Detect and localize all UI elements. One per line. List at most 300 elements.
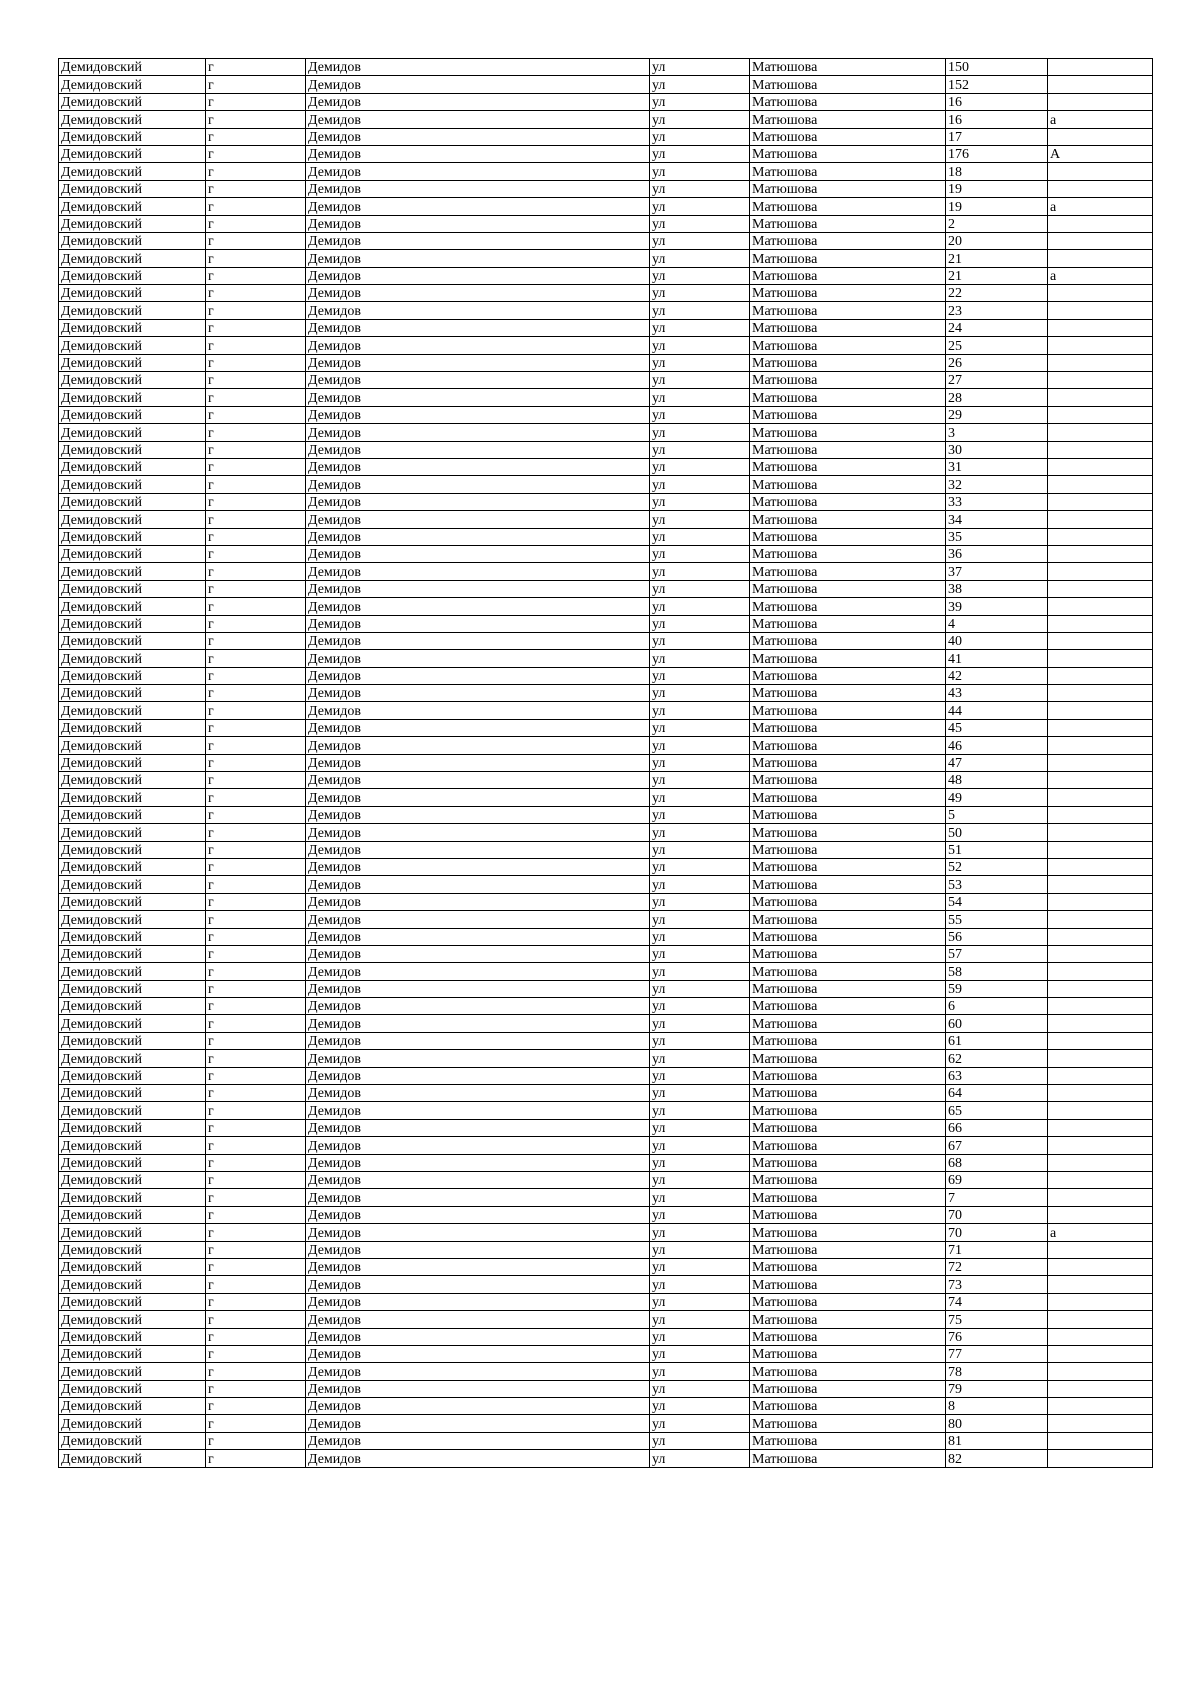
- house-number-cell: 34: [946, 511, 1048, 528]
- house-number-cell: 44: [946, 702, 1048, 719]
- table-row: [59, 911, 1153, 928]
- city-type-cell: г: [206, 528, 306, 545]
- city-cell: Демидов: [306, 1241, 650, 1258]
- city-cell: Демидов: [306, 1293, 650, 1310]
- street-cell: Матюшова: [750, 59, 946, 76]
- city-cell: Демидов: [306, 1345, 650, 1362]
- house-letter-cell: [1048, 563, 1153, 580]
- street-type-cell: ул: [650, 319, 750, 336]
- street-type-cell: ул: [650, 737, 750, 754]
- city-cell: Демидов: [306, 1032, 650, 1049]
- city-cell: Демидов: [306, 876, 650, 893]
- table-row: [59, 319, 1153, 336]
- house-number-cell: 32: [946, 476, 1048, 493]
- house-letter-cell: [1048, 215, 1153, 232]
- table-row: [59, 1224, 1153, 1241]
- street-type-cell: ул: [650, 93, 750, 110]
- house-number-cell: 52: [946, 858, 1048, 875]
- table-row: [59, 302, 1153, 319]
- city-type-cell: г: [206, 93, 306, 110]
- street-cell: Матюшова: [750, 1293, 946, 1310]
- city-type-cell: г: [206, 372, 306, 389]
- district-cell: Демидовский: [59, 528, 206, 545]
- street-type-cell: ул: [650, 858, 750, 875]
- city-type-cell: г: [206, 1102, 306, 1119]
- house-number-cell: 5: [946, 806, 1048, 823]
- street-type-cell: ул: [650, 580, 750, 597]
- table-row: [59, 858, 1153, 875]
- city-cell: Демидов: [306, 702, 650, 719]
- street-cell: Матюшова: [750, 1380, 946, 1397]
- house-number-cell: 73: [946, 1276, 1048, 1293]
- district-cell: Демидовский: [59, 1154, 206, 1171]
- city-cell: Демидов: [306, 1119, 650, 1136]
- house-letter-cell: [1048, 1154, 1153, 1171]
- city-cell: Демидов: [306, 76, 650, 93]
- city-cell: Демидов: [306, 911, 650, 928]
- street-type-cell: ул: [650, 893, 750, 910]
- table-row: [59, 476, 1153, 493]
- house-letter-cell: [1048, 180, 1153, 197]
- city-cell: Демидов: [306, 389, 650, 406]
- house-letter-cell: [1048, 441, 1153, 458]
- city-cell: Демидов: [306, 1137, 650, 1154]
- house-letter-cell: [1048, 1137, 1153, 1154]
- district-cell: Демидовский: [59, 667, 206, 684]
- street-cell: Матюшова: [750, 876, 946, 893]
- house-number-cell: 78: [946, 1363, 1048, 1380]
- street-type-cell: ул: [650, 1050, 750, 1067]
- district-cell: Демидовский: [59, 180, 206, 197]
- house-number-cell: 38: [946, 580, 1048, 597]
- street-cell: Матюшова: [750, 702, 946, 719]
- city-cell: Демидов: [306, 1276, 650, 1293]
- house-number-cell: 40: [946, 632, 1048, 649]
- city-type-cell: г: [206, 1241, 306, 1258]
- city-type-cell: г: [206, 267, 306, 284]
- city-cell: Демидов: [306, 511, 650, 528]
- district-cell: Демидовский: [59, 841, 206, 858]
- house-number-cell: 60: [946, 1015, 1048, 1032]
- house-number-cell: 76: [946, 1328, 1048, 1345]
- city-cell: Демидов: [306, 719, 650, 736]
- house-number-cell: 33: [946, 493, 1048, 510]
- house-number-cell: 66: [946, 1119, 1048, 1136]
- street-type-cell: ул: [650, 267, 750, 284]
- street-type-cell: ул: [650, 1450, 750, 1467]
- street-type-cell: ул: [650, 615, 750, 632]
- city-cell: Демидов: [306, 667, 650, 684]
- street-cell: Матюшова: [750, 1102, 946, 1119]
- city-type-cell: г: [206, 702, 306, 719]
- district-cell: Демидовский: [59, 1067, 206, 1084]
- city-type-cell: г: [206, 406, 306, 423]
- house-letter-cell: [1048, 685, 1153, 702]
- house-number-cell: 16: [946, 93, 1048, 110]
- house-number-cell: 21: [946, 250, 1048, 267]
- street-cell: Матюшова: [750, 1258, 946, 1275]
- house-letter-cell: [1048, 354, 1153, 371]
- city-type-cell: г: [206, 615, 306, 632]
- city-type-cell: г: [206, 824, 306, 841]
- city-cell: Демидов: [306, 1398, 650, 1415]
- house-number-cell: 27: [946, 372, 1048, 389]
- house-number-cell: 3: [946, 424, 1048, 441]
- table-row: [59, 1311, 1153, 1328]
- city-cell: Демидов: [306, 1432, 650, 1449]
- city-type-cell: г: [206, 1363, 306, 1380]
- house-number-cell: 29: [946, 406, 1048, 423]
- house-number-cell: 46: [946, 737, 1048, 754]
- street-cell: Матюшова: [750, 945, 946, 962]
- district-cell: Демидовский: [59, 789, 206, 806]
- street-type-cell: ул: [650, 1119, 750, 1136]
- table-row: [59, 145, 1153, 162]
- street-type-cell: ул: [650, 928, 750, 945]
- house-number-cell: 150: [946, 59, 1048, 76]
- house-number-cell: 2: [946, 215, 1048, 232]
- city-type-cell: г: [206, 1206, 306, 1223]
- house-letter-cell: А: [1048, 145, 1153, 162]
- city-type-cell: г: [206, 302, 306, 319]
- street-type-cell: ул: [650, 1293, 750, 1310]
- house-number-cell: 21: [946, 267, 1048, 284]
- street-type-cell: ул: [650, 719, 750, 736]
- street-type-cell: ул: [650, 980, 750, 997]
- street-cell: Матюшова: [750, 1154, 946, 1171]
- house-number-cell: 56: [946, 928, 1048, 945]
- city-cell: Демидов: [306, 319, 650, 336]
- table-row: [59, 1328, 1153, 1345]
- house-number-cell: 74: [946, 1293, 1048, 1310]
- district-cell: Демидовский: [59, 1276, 206, 1293]
- house-letter-cell: [1048, 911, 1153, 928]
- street-cell: Матюшова: [750, 337, 946, 354]
- house-number-cell: 63: [946, 1067, 1048, 1084]
- city-type-cell: г: [206, 215, 306, 232]
- street-type-cell: ул: [650, 1328, 750, 1345]
- district-cell: Демидовский: [59, 93, 206, 110]
- street-cell: Матюшова: [750, 180, 946, 197]
- city-cell: Демидов: [306, 858, 650, 875]
- city-cell: Демидов: [306, 1328, 650, 1345]
- house-letter-cell: [1048, 1293, 1153, 1310]
- street-cell: Матюшова: [750, 772, 946, 789]
- street-type-cell: ул: [650, 1363, 750, 1380]
- city-type-cell: г: [206, 563, 306, 580]
- city-cell: Демидов: [306, 441, 650, 458]
- street-cell: Матюшова: [750, 493, 946, 510]
- city-cell: Демидов: [306, 685, 650, 702]
- house-number-cell: 19: [946, 198, 1048, 215]
- city-cell: Демидов: [306, 1415, 650, 1432]
- city-type-cell: г: [206, 1015, 306, 1032]
- city-type-cell: г: [206, 719, 306, 736]
- street-cell: Матюшова: [750, 893, 946, 910]
- table-row: [59, 1154, 1153, 1171]
- house-number-cell: 55: [946, 911, 1048, 928]
- house-letter-cell: [1048, 754, 1153, 771]
- table-row: [59, 372, 1153, 389]
- city-type-cell: г: [206, 1432, 306, 1449]
- house-letter-cell: [1048, 59, 1153, 76]
- district-cell: Демидовский: [59, 1119, 206, 1136]
- house-letter-cell: [1048, 1432, 1153, 1449]
- city-type-cell: г: [206, 59, 306, 76]
- table-row: [59, 354, 1153, 371]
- house-number-cell: 24: [946, 319, 1048, 336]
- street-cell: Матюшова: [750, 511, 946, 528]
- district-cell: Демидовский: [59, 302, 206, 319]
- city-type-cell: г: [206, 893, 306, 910]
- house-number-cell: 51: [946, 841, 1048, 858]
- city-type-cell: г: [206, 1137, 306, 1154]
- street-type-cell: ул: [650, 111, 750, 128]
- city-cell: Демидов: [306, 998, 650, 1015]
- house-number-cell: 31: [946, 458, 1048, 475]
- street-cell: Матюшова: [750, 145, 946, 162]
- house-number-cell: 75: [946, 1311, 1048, 1328]
- city-cell: Демидов: [306, 580, 650, 597]
- street-cell: Матюшова: [750, 980, 946, 997]
- table-row: [59, 789, 1153, 806]
- city-type-cell: г: [206, 354, 306, 371]
- street-type-cell: ул: [650, 1137, 750, 1154]
- district-cell: Демидовский: [59, 424, 206, 441]
- house-letter-cell: [1048, 302, 1153, 319]
- street-type-cell: ул: [650, 1032, 750, 1049]
- district-cell: Демидовский: [59, 858, 206, 875]
- district-cell: Демидовский: [59, 1415, 206, 1432]
- city-type-cell: г: [206, 1119, 306, 1136]
- street-cell: Матюшова: [750, 858, 946, 875]
- city-type-cell: г: [206, 232, 306, 249]
- street-type-cell: ул: [650, 1206, 750, 1223]
- district-cell: Демидовский: [59, 285, 206, 302]
- district-cell: Демидовский: [59, 685, 206, 702]
- house-letter-cell: [1048, 789, 1153, 806]
- street-type-cell: ул: [650, 945, 750, 962]
- street-cell: Матюшова: [750, 111, 946, 128]
- city-cell: Демидов: [306, 893, 650, 910]
- street-type-cell: ул: [650, 389, 750, 406]
- table-row: [59, 1293, 1153, 1310]
- district-cell: Демидовский: [59, 632, 206, 649]
- table-row: [59, 998, 1153, 1015]
- house-number-cell: 72: [946, 1258, 1048, 1275]
- district-cell: Демидовский: [59, 163, 206, 180]
- table-row: [59, 1050, 1153, 1067]
- street-cell: Матюшова: [750, 267, 946, 284]
- street-type-cell: ул: [650, 476, 750, 493]
- house-number-cell: 37: [946, 563, 1048, 580]
- table-row: [59, 1067, 1153, 1084]
- district-cell: Демидовский: [59, 198, 206, 215]
- city-type-cell: г: [206, 1085, 306, 1102]
- street-type-cell: ул: [650, 59, 750, 76]
- city-cell: Демидов: [306, 963, 650, 980]
- city-cell: Демидов: [306, 945, 650, 962]
- house-letter-cell: [1048, 93, 1153, 110]
- table-row: [59, 215, 1153, 232]
- city-type-cell: г: [206, 858, 306, 875]
- district-cell: Демидовский: [59, 1015, 206, 1032]
- house-number-cell: 57: [946, 945, 1048, 962]
- city-type-cell: г: [206, 1415, 306, 1432]
- city-type-cell: г: [206, 389, 306, 406]
- street-cell: Матюшова: [750, 1085, 946, 1102]
- district-cell: Демидовский: [59, 1432, 206, 1449]
- street-type-cell: ул: [650, 841, 750, 858]
- city-cell: Демидов: [306, 545, 650, 562]
- table-row: [59, 389, 1153, 406]
- street-type-cell: ул: [650, 1345, 750, 1362]
- city-cell: Демидов: [306, 528, 650, 545]
- city-cell: Демидов: [306, 1102, 650, 1119]
- table-row: [59, 198, 1153, 215]
- city-type-cell: г: [206, 945, 306, 962]
- street-type-cell: ул: [650, 598, 750, 615]
- street-cell: Матюшова: [750, 215, 946, 232]
- house-letter-cell: [1048, 893, 1153, 910]
- street-type-cell: ул: [650, 998, 750, 1015]
- house-letter-cell: [1048, 424, 1153, 441]
- city-type-cell: г: [206, 128, 306, 145]
- table-row: [59, 337, 1153, 354]
- city-cell: Демидов: [306, 128, 650, 145]
- city-type-cell: г: [206, 441, 306, 458]
- street-type-cell: ул: [650, 180, 750, 197]
- house-letter-cell: [1048, 928, 1153, 945]
- city-cell: Демидов: [306, 806, 650, 823]
- district-cell: Демидовский: [59, 545, 206, 562]
- city-cell: Демидов: [306, 354, 650, 371]
- district-cell: Демидовский: [59, 232, 206, 249]
- house-letter-cell: [1048, 528, 1153, 545]
- city-type-cell: г: [206, 632, 306, 649]
- city-type-cell: г: [206, 111, 306, 128]
- city-cell: Демидов: [306, 302, 650, 319]
- house-number-cell: 7: [946, 1189, 1048, 1206]
- street-type-cell: ул: [650, 372, 750, 389]
- house-letter-cell: [1048, 458, 1153, 475]
- city-type-cell: г: [206, 285, 306, 302]
- district-cell: Демидовский: [59, 980, 206, 997]
- district-cell: Демидовский: [59, 406, 206, 423]
- house-letter-cell: [1048, 980, 1153, 997]
- address-table: [58, 58, 1153, 1468]
- table-row: [59, 737, 1153, 754]
- street-type-cell: ул: [650, 1380, 750, 1397]
- street-cell: Матюшова: [750, 615, 946, 632]
- street-cell: Матюшова: [750, 1450, 946, 1467]
- street-type-cell: ул: [650, 302, 750, 319]
- house-number-cell: 50: [946, 824, 1048, 841]
- city-cell: Демидов: [306, 824, 650, 841]
- city-cell: Демидов: [306, 615, 650, 632]
- district-cell: Демидовский: [59, 250, 206, 267]
- district-cell: Демидовский: [59, 824, 206, 841]
- table-row: [59, 980, 1153, 997]
- table-row: [59, 1015, 1153, 1032]
- city-cell: Демидов: [306, 406, 650, 423]
- street-cell: Матюшова: [750, 476, 946, 493]
- table-row: [59, 406, 1153, 423]
- street-cell: Матюшова: [750, 1015, 946, 1032]
- house-letter-cell: [1048, 406, 1153, 423]
- city-type-cell: г: [206, 667, 306, 684]
- house-letter-cell: [1048, 737, 1153, 754]
- city-type-cell: г: [206, 963, 306, 980]
- table-row: [59, 598, 1153, 615]
- house-number-cell: 20: [946, 232, 1048, 249]
- table-row: [59, 1085, 1153, 1102]
- street-type-cell: ул: [650, 441, 750, 458]
- city-cell: Демидов: [306, 372, 650, 389]
- house-number-cell: 39: [946, 598, 1048, 615]
- city-type-cell: г: [206, 250, 306, 267]
- house-number-cell: 64: [946, 1085, 1048, 1102]
- district-cell: Демидовский: [59, 806, 206, 823]
- table-row: [59, 806, 1153, 823]
- street-type-cell: ул: [650, 337, 750, 354]
- street-cell: Матюшова: [750, 424, 946, 441]
- district-cell: Демидовский: [59, 1241, 206, 1258]
- street-cell: Матюшова: [750, 128, 946, 145]
- street-cell: Матюшова: [750, 354, 946, 371]
- city-type-cell: г: [206, 319, 306, 336]
- district-cell: Демидовский: [59, 928, 206, 945]
- table-row: [59, 1206, 1153, 1223]
- district-cell: Демидовский: [59, 1363, 206, 1380]
- house-number-cell: 152: [946, 76, 1048, 93]
- table-row: [59, 424, 1153, 441]
- city-type-cell: г: [206, 476, 306, 493]
- city-type-cell: г: [206, 458, 306, 475]
- street-cell: Матюшова: [750, 389, 946, 406]
- house-letter-cell: [1048, 841, 1153, 858]
- street-type-cell: ул: [650, 215, 750, 232]
- house-number-cell: 47: [946, 754, 1048, 771]
- house-number-cell: 70: [946, 1206, 1048, 1223]
- street-type-cell: ул: [650, 1189, 750, 1206]
- district-cell: Демидовский: [59, 1450, 206, 1467]
- street-type-cell: ул: [650, 128, 750, 145]
- street-type-cell: ул: [650, 1415, 750, 1432]
- house-letter-cell: [1048, 858, 1153, 875]
- house-number-cell: 6: [946, 998, 1048, 1015]
- city-cell: Демидов: [306, 180, 650, 197]
- district-cell: Демидовский: [59, 128, 206, 145]
- city-type-cell: г: [206, 545, 306, 562]
- street-cell: Матюшова: [750, 650, 946, 667]
- street-type-cell: ул: [650, 232, 750, 249]
- street-type-cell: ул: [650, 76, 750, 93]
- house-letter-cell: [1048, 372, 1153, 389]
- city-cell: Демидов: [306, 563, 650, 580]
- city-type-cell: г: [206, 198, 306, 215]
- street-cell: Матюшова: [750, 806, 946, 823]
- city-type-cell: г: [206, 163, 306, 180]
- house-letter-cell: [1048, 1206, 1153, 1223]
- house-letter-cell: [1048, 1363, 1153, 1380]
- city-type-cell: г: [206, 76, 306, 93]
- city-cell: Демидов: [306, 1085, 650, 1102]
- street-type-cell: ул: [650, 1398, 750, 1415]
- city-cell: Демидов: [306, 789, 650, 806]
- city-type-cell: г: [206, 337, 306, 354]
- house-letter-cell: [1048, 719, 1153, 736]
